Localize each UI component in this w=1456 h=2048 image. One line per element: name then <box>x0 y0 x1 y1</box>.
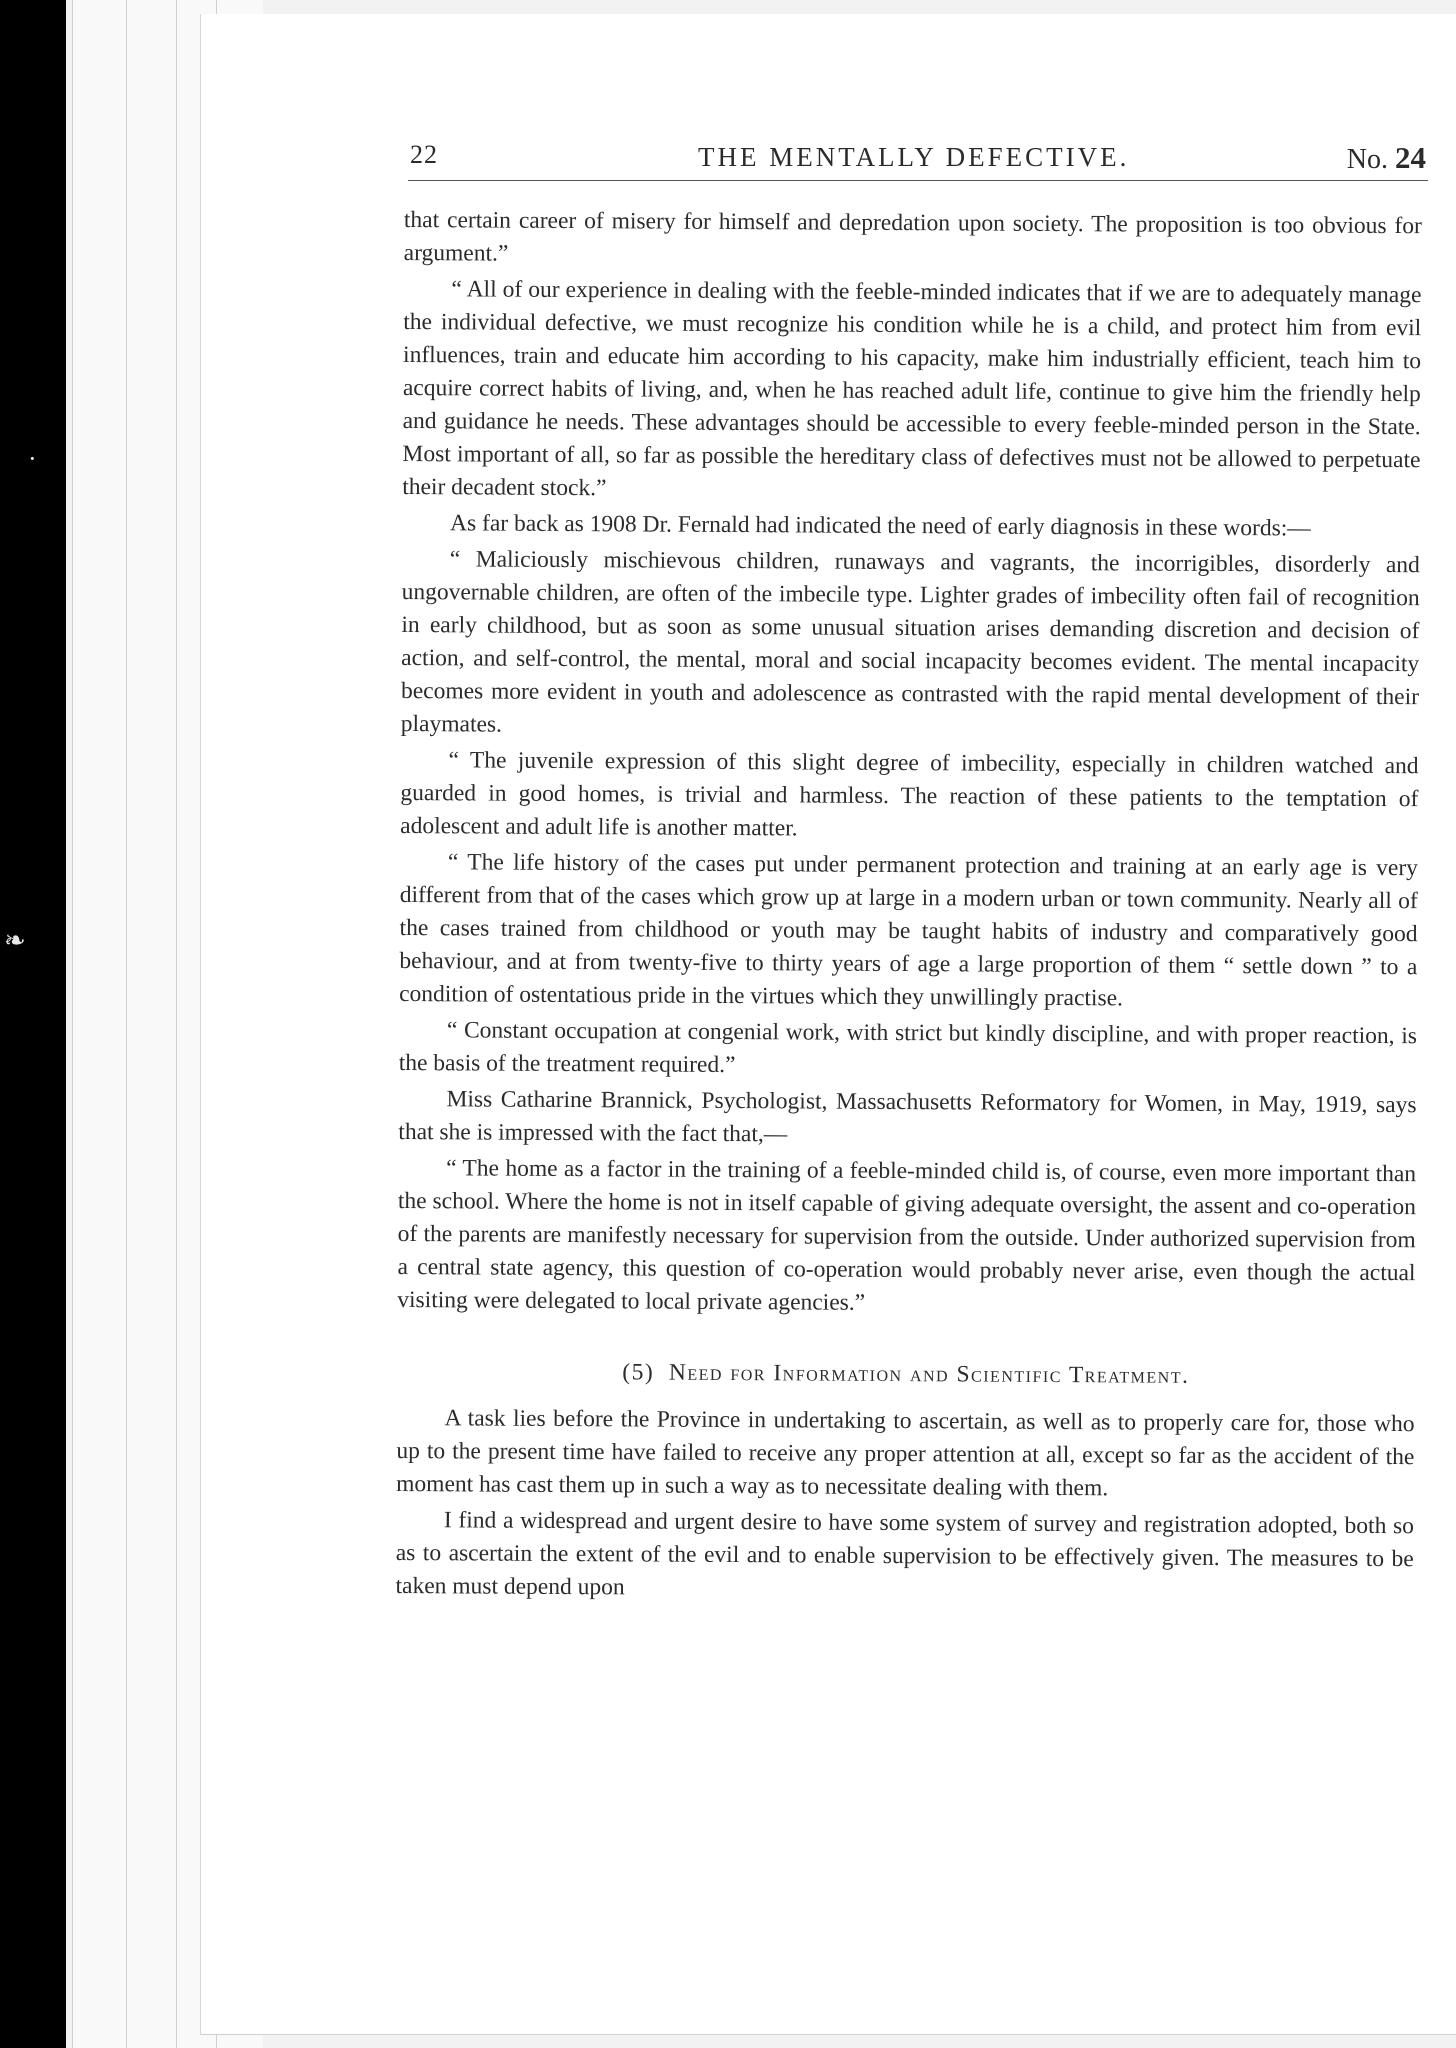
scan-speck: ❧ <box>4 926 26 955</box>
paragraph: I find a widespread and urgent desire to have some system of survey and registration adopted, both so as to ascertain the extent of the evil and to enable supervision to be effectively given. The measures to be taken must depend upon <box>395 1507 1415 1601</box>
running-header <box>408 136 1428 181</box>
paragraph: “ The home as a factor in the training of a feeble-minded child is, of course, even more important than the school. Where the home is not in itself capable of giving adequate oversight, the assent and co-operation of the parents are manifestly necessary for supervision from the outside. Under authorized supervision from a central state agency, this question of co-operation would probably never arise, even though the actual visiting were delegated to local private agencies.” <box>397 1155 1417 1316</box>
paragraph: “ Maliciously mischievous children, runaways and vagrants, the incorrigibles, disorderly and ungovernable children, are often of the imbecile type. Lighter grades of imbecility often fail of recognition in early childhood, but as soon as some unusual situation arises demanding discretion and decision of action, and self-control, the mental, moral and social incapacity becomes evident. The mental incapacity becomes more evident in youth and adolescence as contrasted with the rapid mental development of their playmates. <box>400 546 1420 738</box>
paragraph: “ The life history of the cases put under permanent protection and training at an early age is very different from that of the cases which grow up at large in a modern urban or town community. Nearly all of the cases trained from childhood or youth may be taught habits of industry and comparatively good behaviour, and at from twenty-five to thirty years of age a large proportion of them “ settle down ” to a condition of ostentatious pride in the virtues which they unwillingly practise. <box>399 849 1419 1012</box>
running-title: THE MENTALLY DEFECTIVE. <box>698 142 1130 172</box>
paragraph: “ All of our experience in dealing with the feeble-minded indicates that if we are to adequately manage the individual defective, we must recognize his condition while he is a child, and protect him from evil influences, train and educate him according to his capacity, make him industrially efficient, teach him to acquire correct habits of living, and, when he has reached adult life, continue to give him the friendly help and guidance he needs. These advantages should be accessible to every feeble-minded person in the State. Most important of all, so far as possible the hereditary class of defectives must not be allowed to perpetuate their decadent stock.” <box>402 276 1422 502</box>
scan-speck: · <box>28 444 37 473</box>
section-title: Need for Information and Scientific Treatment. <box>668 1359 1190 1389</box>
document-number <box>1347 140 1426 176</box>
paragraph: “ Constant occupation at congenial work, with strict but kindly discipline, and with proper reaction, is the basis of the treatment required.” <box>398 1017 1418 1079</box>
scan-border <box>0 0 72 2048</box>
document-number-value: 24 <box>1395 140 1426 175</box>
section-heading <box>397 1355 1415 1394</box>
document-number-label: No. <box>1346 144 1388 175</box>
paragraph: As far back as 1908 Dr. Fernald had indicated the need of early diagnosis in these words:— <box>449 510 1311 542</box>
paragraph: A task lies before the Province in undertaking to ascertain, as well as to properly care for, those who up to the present time have failed to receive any proper attention at all, except so far as the accident of the moment has cast them up in such a way as to necessitate dealing with them. <box>396 1405 1415 1502</box>
paragraph: “ The juvenile expression of this slight degree of imbecility, especially in children watched and guarded in good homes, is trivial and harmless. The reaction of these patients to the temptation of adolescent and adult life is another matter. <box>400 747 1419 842</box>
paragraph: Miss Catharine Brannick, Psychologist, Massachusetts Reformatory for Women, in May, 1919, says that she is impressed with the fact that,— <box>398 1086 1417 1148</box>
page-number: 22 <box>410 140 438 169</box>
paragraph: that certain career of misery for himself and depredation upon society. The proposition is too obvious for argument.” <box>403 206 1422 267</box>
section-number: (5) <box>622 1359 655 1386</box>
body-text <box>395 204 1422 1612</box>
